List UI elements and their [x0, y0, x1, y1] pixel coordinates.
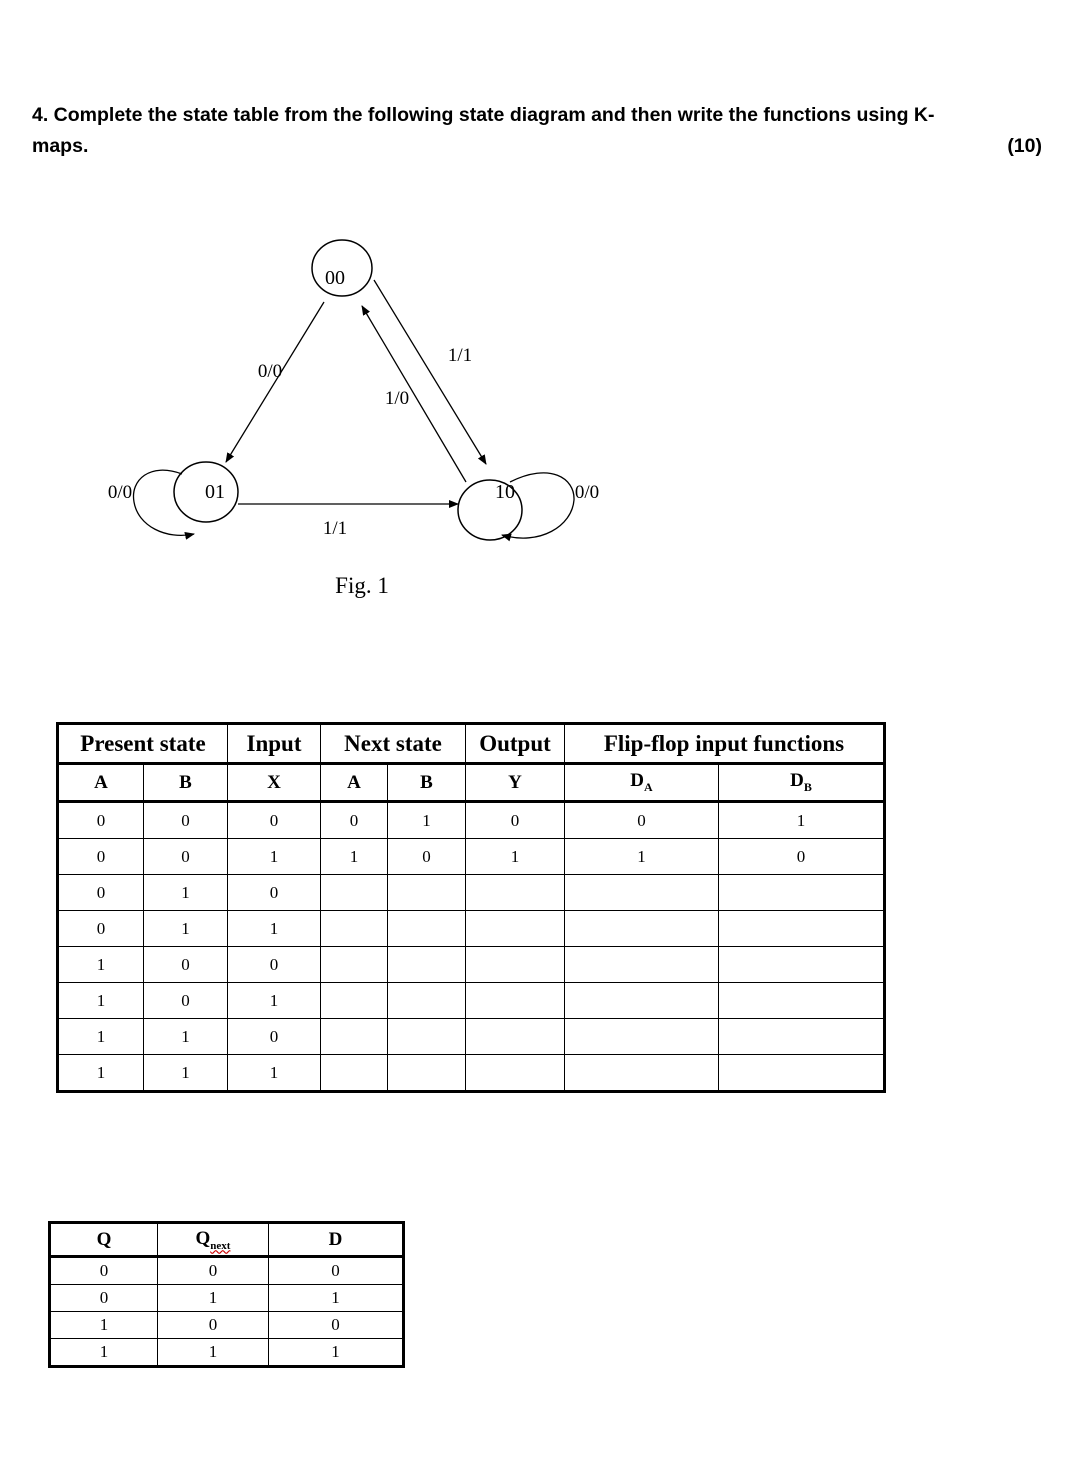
- d-col-qnext-sub: next: [210, 1239, 231, 1252]
- table-cell: 1: [228, 983, 321, 1019]
- table-cell: 0: [321, 802, 388, 839]
- table-cell: 1: [50, 1312, 158, 1339]
- table-cell: 1: [228, 839, 321, 875]
- table-row: [50, 1312, 404, 1339]
- d-col-qnext: [158, 1223, 269, 1257]
- state-table-body: [58, 802, 885, 1092]
- table-cell: [466, 947, 565, 983]
- question-line-1: 4. Complete the state table from the following state diagram and then write the functions using K-: [32, 104, 935, 126]
- table-cell: 1: [388, 802, 466, 839]
- table-cell: [466, 875, 565, 911]
- table-cell: 0: [158, 1312, 269, 1339]
- edge-00-to-01: [226, 302, 324, 462]
- table-cell: 0: [228, 802, 321, 839]
- table-cell: 1: [144, 911, 228, 947]
- table-cell: [719, 911, 885, 947]
- table-cell: [388, 1055, 466, 1092]
- table-cell: 1: [321, 839, 388, 875]
- d-table-body: [50, 1257, 404, 1367]
- table-cell: 0: [269, 1257, 404, 1285]
- table-cell: 0: [144, 947, 228, 983]
- table-cell: [321, 911, 388, 947]
- table-cell: [719, 947, 885, 983]
- table-cell: 1: [58, 1055, 144, 1092]
- header-output: Output: [466, 724, 565, 764]
- d-col-q: Q: [50, 1223, 158, 1257]
- question-line-2: maps.: [32, 135, 89, 157]
- col-output-y: Y: [466, 764, 565, 802]
- table-cell: 0: [144, 983, 228, 1019]
- table-cell: 1: [565, 839, 719, 875]
- label-00-to-10: 1/1: [447, 345, 473, 366]
- table-cell: 0: [58, 839, 144, 875]
- question-marks: (10): [1007, 135, 1042, 157]
- table-cell: 0: [228, 1019, 321, 1055]
- state-10-label: 10: [495, 481, 515, 503]
- table-cell: 1: [50, 1339, 158, 1367]
- table-cell: 0: [719, 839, 885, 875]
- col-next-b: B: [388, 764, 466, 802]
- d-flipflop-table: [48, 1221, 405, 1368]
- figure-caption: Fig. 1: [335, 573, 389, 598]
- table-cell: [565, 1055, 719, 1092]
- table-row: [50, 1285, 404, 1312]
- label-00-to-01: 0/0: [257, 361, 283, 382]
- table-cell: [565, 875, 719, 911]
- table-cell: [565, 983, 719, 1019]
- col-db-main: D: [790, 770, 804, 792]
- table-row: [58, 911, 885, 947]
- table-cell: [466, 1019, 565, 1055]
- d-col-qnext-main: Q: [195, 1227, 211, 1249]
- table-cell: 1: [269, 1339, 404, 1367]
- state-00-label: 00: [325, 267, 345, 289]
- table-cell: 1: [719, 802, 885, 839]
- d-col-d: D: [269, 1223, 404, 1257]
- table-cell: [321, 875, 388, 911]
- table-cell: [719, 983, 885, 1019]
- table-cell: 1: [228, 911, 321, 947]
- table-cell: [719, 1019, 885, 1055]
- header-input: Input: [228, 724, 321, 764]
- table-row: [58, 1019, 885, 1055]
- question-block: [32, 100, 1042, 162]
- col-db-sub: B: [803, 779, 812, 794]
- state-table: [56, 722, 886, 1093]
- col-present-b: B: [144, 764, 228, 802]
- table-cell: 1: [144, 875, 228, 911]
- table-cell: 1: [158, 1339, 269, 1367]
- table-cell: [466, 1055, 565, 1092]
- header-next-state: Next state: [321, 724, 466, 764]
- state-01-label: 01: [205, 481, 225, 503]
- table-cell: 0: [269, 1312, 404, 1339]
- state-00: [312, 240, 372, 296]
- table-row: [58, 947, 885, 983]
- header-present-state: Present state: [58, 724, 228, 764]
- table-cell: 1: [144, 1019, 228, 1055]
- table-cell: [466, 911, 565, 947]
- table-cell: [388, 1019, 466, 1055]
- table-cell: 0: [144, 802, 228, 839]
- table-row: [58, 983, 885, 1019]
- table-cell: [719, 875, 885, 911]
- table-cell: 0: [565, 802, 719, 839]
- col-next-a: A: [321, 764, 388, 802]
- label-10-to-00: 1/0: [384, 388, 410, 409]
- table-cell: 0: [58, 911, 144, 947]
- table-cell: 0: [58, 802, 144, 839]
- table-cell: [321, 983, 388, 1019]
- header-flipflop-inputs: Flip-flop input functions: [565, 724, 885, 764]
- table-row: [50, 1339, 404, 1367]
- edge-10-to-00: [362, 306, 466, 482]
- col-da-sub: A: [644, 779, 653, 794]
- table-cell: 0: [144, 839, 228, 875]
- label-01-self: 0/0: [107, 482, 133, 503]
- table-cell: 0: [228, 947, 321, 983]
- table-cell: 1: [228, 1055, 321, 1092]
- table-cell: [565, 911, 719, 947]
- col-db: [719, 764, 885, 802]
- table-cell: 0: [50, 1285, 158, 1312]
- table-cell: 1: [144, 1055, 228, 1092]
- table-cell: 1: [58, 947, 144, 983]
- table-row: [58, 1055, 885, 1092]
- table-cell: 1: [158, 1285, 269, 1312]
- table-cell: 1: [466, 839, 565, 875]
- table-cell: 0: [50, 1257, 158, 1285]
- col-da: [565, 764, 719, 802]
- table-cell: 0: [158, 1257, 269, 1285]
- label-01-to-10: 1/1: [322, 518, 348, 539]
- table-cell: [321, 1055, 388, 1092]
- table-row: [58, 839, 885, 875]
- table-cell: [388, 875, 466, 911]
- table-cell: [388, 983, 466, 1019]
- table-row: [58, 802, 885, 839]
- table-cell: [321, 947, 388, 983]
- state-10: [458, 480, 522, 540]
- table-cell: [388, 911, 466, 947]
- edge-00-to-10: [374, 280, 486, 464]
- table-cell: [565, 947, 719, 983]
- col-input-x: X: [228, 764, 321, 802]
- self-loop-01: [133, 470, 194, 535]
- label-10-self: 0/0: [574, 482, 600, 503]
- table-cell: [321, 1019, 388, 1055]
- table-cell: 0: [58, 875, 144, 911]
- table-cell: 1: [58, 983, 144, 1019]
- table-cell: [565, 1019, 719, 1055]
- table-cell: 1: [58, 1019, 144, 1055]
- table-cell: 0: [388, 839, 466, 875]
- table-cell: 0: [228, 875, 321, 911]
- col-da-main: D: [630, 770, 645, 792]
- table-cell: [719, 1055, 885, 1092]
- table-cell: [466, 983, 565, 1019]
- table-cell: [388, 947, 466, 983]
- table-row: [58, 875, 885, 911]
- table-row: [50, 1257, 404, 1285]
- state-01: [174, 462, 238, 522]
- table-cell: 1: [269, 1285, 404, 1312]
- col-present-a: A: [58, 764, 144, 802]
- state-diagram: [0, 230, 700, 610]
- table-cell: 0: [466, 802, 565, 839]
